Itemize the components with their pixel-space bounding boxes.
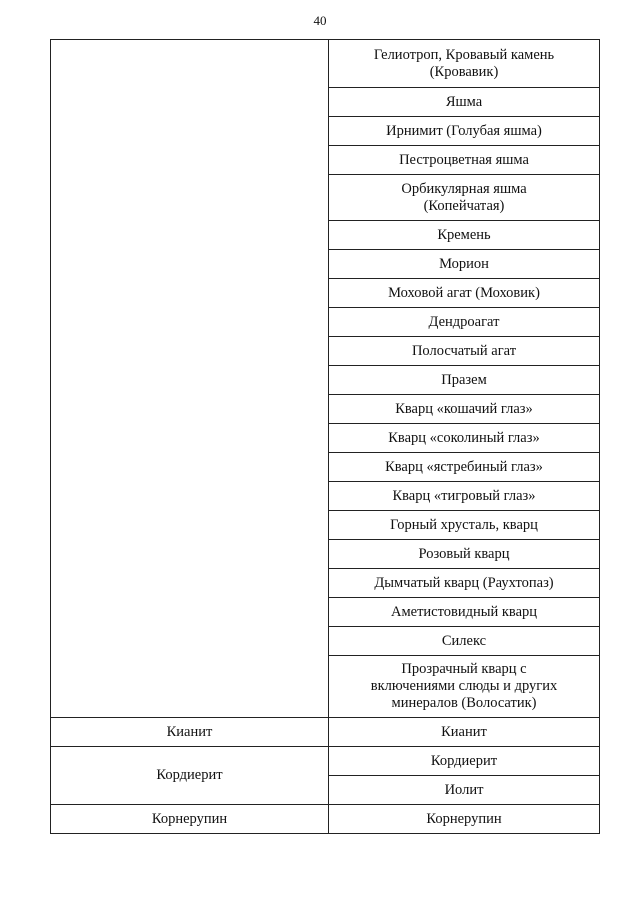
table-row xyxy=(51,718,600,747)
variety-cell: Кварц «ястребиный глаз» xyxy=(329,453,600,482)
variety-cell: Орбикулярная яшма (Копейчатая) xyxy=(329,175,600,221)
variety-cell: Кордиерит xyxy=(329,747,600,776)
variety-cell: Празем xyxy=(329,366,600,395)
variety-cell: Аметистовидный кварц xyxy=(329,598,600,627)
variety-cell: Силекс xyxy=(329,627,600,656)
variety-cell: Прозрачный кварц с включениями слюды и других минералов (Волосатик) xyxy=(329,656,600,718)
page-number: 40 xyxy=(313,13,327,28)
variety-cell: Моховой агат (Моховик) xyxy=(329,279,600,308)
variety-cell: Кварц «соколиный глаз» xyxy=(329,424,600,453)
variety-cell: Морион xyxy=(329,250,600,279)
variety-cell: Розовый кварц xyxy=(329,540,600,569)
variety-cell: Полосчатый агат xyxy=(329,337,600,366)
variety-cell: Кремень xyxy=(329,221,600,250)
variety-cell: Горный хрусталь, кварц xyxy=(329,511,600,540)
mineral-name-cell: Кианит xyxy=(51,718,329,747)
group-name-cell xyxy=(51,40,329,718)
mineral-name-cell: Кордиерит xyxy=(51,747,329,805)
mineral-name-cell: Корнерупин xyxy=(51,805,329,834)
variety-cell: Кварц «кошачий глаз» xyxy=(329,395,600,424)
variety-cell: Кианит xyxy=(329,718,600,747)
table-row xyxy=(51,40,600,88)
variety-cell: Дендроагат xyxy=(329,308,600,337)
variety-cell: Пестроцветная яшма xyxy=(329,146,600,175)
variety-cell: Яшма xyxy=(329,88,600,117)
variety-cell: Корнерупин xyxy=(329,805,600,834)
variety-cell: Кварц «тигровый глаз» xyxy=(329,482,600,511)
variety-cell: Гелиотроп, Кровавый камень (Кровавик) xyxy=(329,40,600,88)
minerals-table xyxy=(50,39,600,834)
variety-cell: Дымчатый кварц (Раухтопаз) xyxy=(329,569,600,598)
variety-cell: Иолит xyxy=(329,776,600,805)
table-row xyxy=(51,805,600,834)
variety-cell: Ирнимит (Голубая яшма) xyxy=(329,117,600,146)
table-row xyxy=(51,747,600,776)
